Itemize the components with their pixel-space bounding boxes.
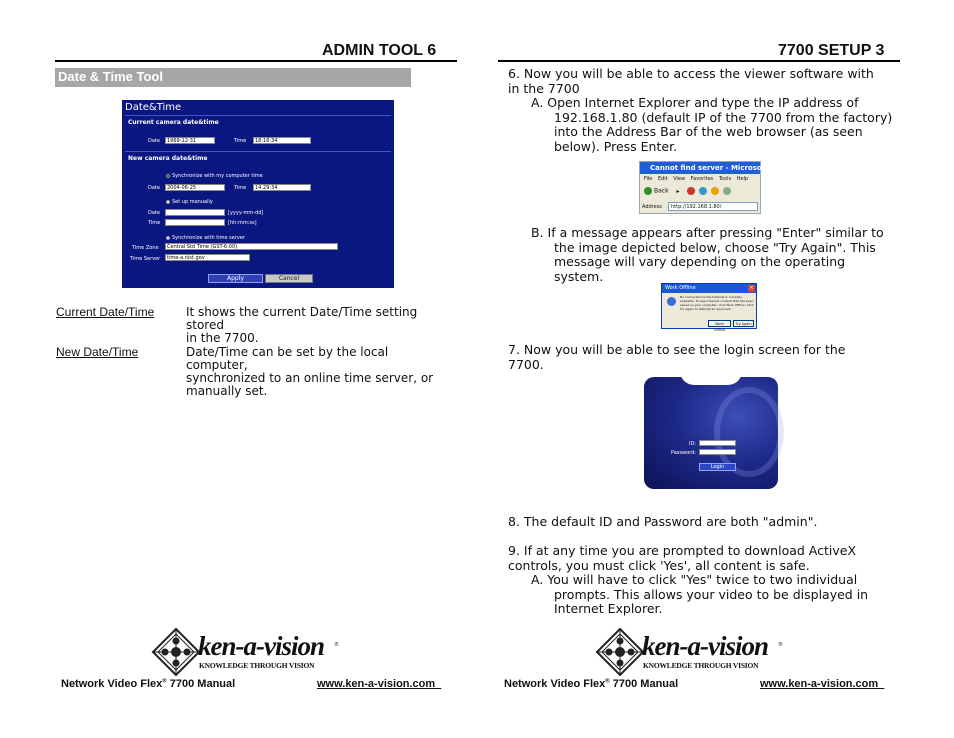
step9-text <box>508 544 856 573</box>
ie-address-bar: http://192.168.1.80/ <box>668 202 758 211</box>
time-zone-label: Time Zone <box>132 245 159 251</box>
current-heading: Current camera date&time <box>128 119 219 126</box>
cancel-button[interactable]: Cancel <box>265 274 313 283</box>
footer-url-link[interactable]: www.ken-a-vision.com <box>760 678 885 690</box>
date-time-panel <box>122 100 394 288</box>
text-line: 7700. <box>508 356 544 372</box>
step6-text <box>508 67 874 96</box>
ie-menu: File Edit View Favorites Tools Help <box>644 176 749 182</box>
close-icon: × <box>749 285 754 291</box>
dialog-message: No connection to the Internet is currently available. To view Internet content that has been saved on your computer, click Work Offline. Click Try Again to attempt to reconnect. <box>680 295 754 311</box>
sync-computer-label: Synchronize with my computer time <box>172 173 263 179</box>
current-time-field: 18:16:34 <box>253 137 311 144</box>
logo-reg: ® <box>778 642 783 648</box>
step7-text <box>508 343 845 372</box>
ken-a-vision-logo <box>152 628 342 676</box>
text-line: message will vary depending on the operating <box>554 254 846 269</box>
manual-time-field[interactable] <box>165 219 225 226</box>
manual-date-hint: [yyyy-mm-dd] <box>228 210 264 216</box>
section-title-bar <box>55 68 411 87</box>
manual-time-hint: [hh:mm:ss] <box>228 220 257 226</box>
desc-line: Date/Time can be set by the local computer, <box>186 345 389 372</box>
panel-divider <box>125 115 391 116</box>
new-heading: New camera date&time <box>128 155 208 162</box>
text-line: below). Press Enter. <box>554 138 678 154</box>
work-offline-dialog <box>661 283 757 332</box>
text-line: the image depicted below, choose "Try Again". This <box>554 239 876 255</box>
footer-manual-title <box>61 678 235 690</box>
login-password-label: Password: <box>670 450 696 456</box>
ie-toolbar <box>644 187 733 195</box>
login-screen <box>644 377 778 489</box>
try-again-button: Try Again <box>733 320 754 327</box>
text-line: system. <box>554 268 604 284</box>
desc-new-date-time <box>186 346 446 398</box>
desc-current-date-time <box>186 306 446 345</box>
ken-a-vision-logo <box>596 628 786 676</box>
manual-label: Set up manually <box>172 199 213 205</box>
step8-text: 8. The default ID and Password are both "admin". <box>508 514 818 529</box>
manual-date-field[interactable] <box>165 209 225 216</box>
refresh-icon <box>699 187 707 195</box>
desc-line: synchronized to an online time server, or <box>186 371 434 385</box>
header-rule <box>55 60 457 62</box>
login-password-input <box>699 449 736 455</box>
text-line: 7. Now you will be able to see the login screen for the <box>508 342 846 357</box>
text-line: into the Address Bar of the web browser (as seen <box>554 124 863 139</box>
footer-reg: ® <box>605 678 610 685</box>
logo-diamond-icon <box>152 628 200 676</box>
footer-manual-prefix: Network Video Flex <box>504 678 606 690</box>
forward-icon: ▸ <box>676 187 680 195</box>
term-current-date-time: Current Date/Time <box>56 305 155 319</box>
time-server-label: Time Server <box>130 256 161 262</box>
search-icon <box>723 187 731 195</box>
time-server-option-label: Synchronize with time server <box>172 235 245 241</box>
current-time-label: Time <box>234 138 247 144</box>
stop-icon <box>687 187 695 195</box>
text-line: A. Open Internet Explorer and type the IP address of <box>531 95 859 110</box>
term-new-date-time: New Date/Time <box>56 345 139 359</box>
home-icon <box>711 187 719 195</box>
dialog-title: Work Offline <box>662 284 756 293</box>
time-zone-select[interactable]: Central Std Time (GST-6:00) <box>165 243 338 250</box>
page-header-admin-tool: ADMIN TOOL 6 <box>322 42 437 59</box>
back-icon <box>644 187 652 195</box>
sync-time-label: Time <box>234 185 247 191</box>
login-tab-cutout <box>680 371 742 385</box>
ie-address-label: Address <box>642 204 662 210</box>
footer-url-link[interactable]: www.ken-a-vision.com <box>317 678 442 690</box>
logo-reg: ® <box>334 642 339 648</box>
current-date-label: Date <box>148 138 160 144</box>
text-line: A. You will have to click "Yes" twice to two individual <box>531 572 858 587</box>
ie-back-label: Back <box>654 187 669 195</box>
step6a-text <box>531 96 892 154</box>
sync-date-label: Date <box>148 185 160 191</box>
text-line: 6. Now you will be able to access the viewer software with <box>508 66 874 81</box>
text-line: B. If a message appears after pressing "Enter" similar to <box>531 225 884 240</box>
text-line: 9. If at any time you are prompted to download ActiveX <box>508 543 857 558</box>
ie-title: Cannot find server - Microso <box>640 162 760 174</box>
footer-manual-prefix: Network Video Flex <box>61 678 163 690</box>
header-rule <box>498 60 900 62</box>
logo-wordmark: ken-a-vision <box>642 631 768 661</box>
panel-divider <box>125 151 391 152</box>
sync-computer-radio[interactable] <box>166 174 170 178</box>
page-header-setup: 7700 SETUP 3 <box>778 42 885 59</box>
footer-reg: ® <box>162 678 167 685</box>
desc-line: in the 7700. <box>186 331 259 345</box>
time-server-select[interactable]: time-a.nist.gov <box>165 254 250 261</box>
manual-time-label: Time <box>148 220 161 226</box>
manual-radio[interactable] <box>166 200 170 204</box>
text-line: prompts. This allows your video to be displayed in <box>554 586 869 602</box>
section-title: Date & Time Tool <box>58 69 163 84</box>
footer-manual-title <box>504 678 678 690</box>
login-id-input <box>699 440 736 446</box>
text-line: 192.168.1.80 (default IP of the 7700 from the factory) <box>554 109 893 125</box>
logo-tagline: KNOWLEDGE THROUGH VISION <box>199 661 315 670</box>
time-server-radio[interactable] <box>166 236 170 240</box>
footer-manual-suffix: 7700 Manual <box>609 678 679 690</box>
logo-diamond-icon <box>596 628 644 676</box>
login-id-label: ID: <box>688 441 696 447</box>
text-line: Internet Explorer. <box>554 601 663 616</box>
info-icon <box>667 297 676 306</box>
logo-wordmark: ken-a-vision <box>198 631 324 661</box>
footer-manual-suffix: 7700 Manual <box>166 678 236 690</box>
desc-line: It shows the current Date/Time setting stored <box>186 305 418 332</box>
step9a-text <box>531 573 868 617</box>
apply-button[interactable]: Apply <box>208 274 263 283</box>
manual-date-label: Date <box>148 210 160 216</box>
step6b-text <box>531 226 884 284</box>
ie-screenshot <box>639 161 761 214</box>
text-line: controls, you must click 'Yes', all content is safe. <box>508 557 810 573</box>
login-button: Login <box>699 463 736 471</box>
logo-tagline: KNOWLEDGE THROUGH VISION <box>643 661 759 670</box>
work-offline-button: Work Offline <box>708 320 731 327</box>
current-date-field: 1969-12-31 <box>165 137 215 144</box>
sync-time-field[interactable]: 14:29:34 <box>253 184 311 191</box>
sync-date-field[interactable]: 2004-06-25 <box>165 184 225 191</box>
desc-line: manually set. <box>186 384 268 398</box>
panel-title: Date&Time <box>125 102 182 113</box>
text-line: in the 7700 <box>508 80 580 96</box>
